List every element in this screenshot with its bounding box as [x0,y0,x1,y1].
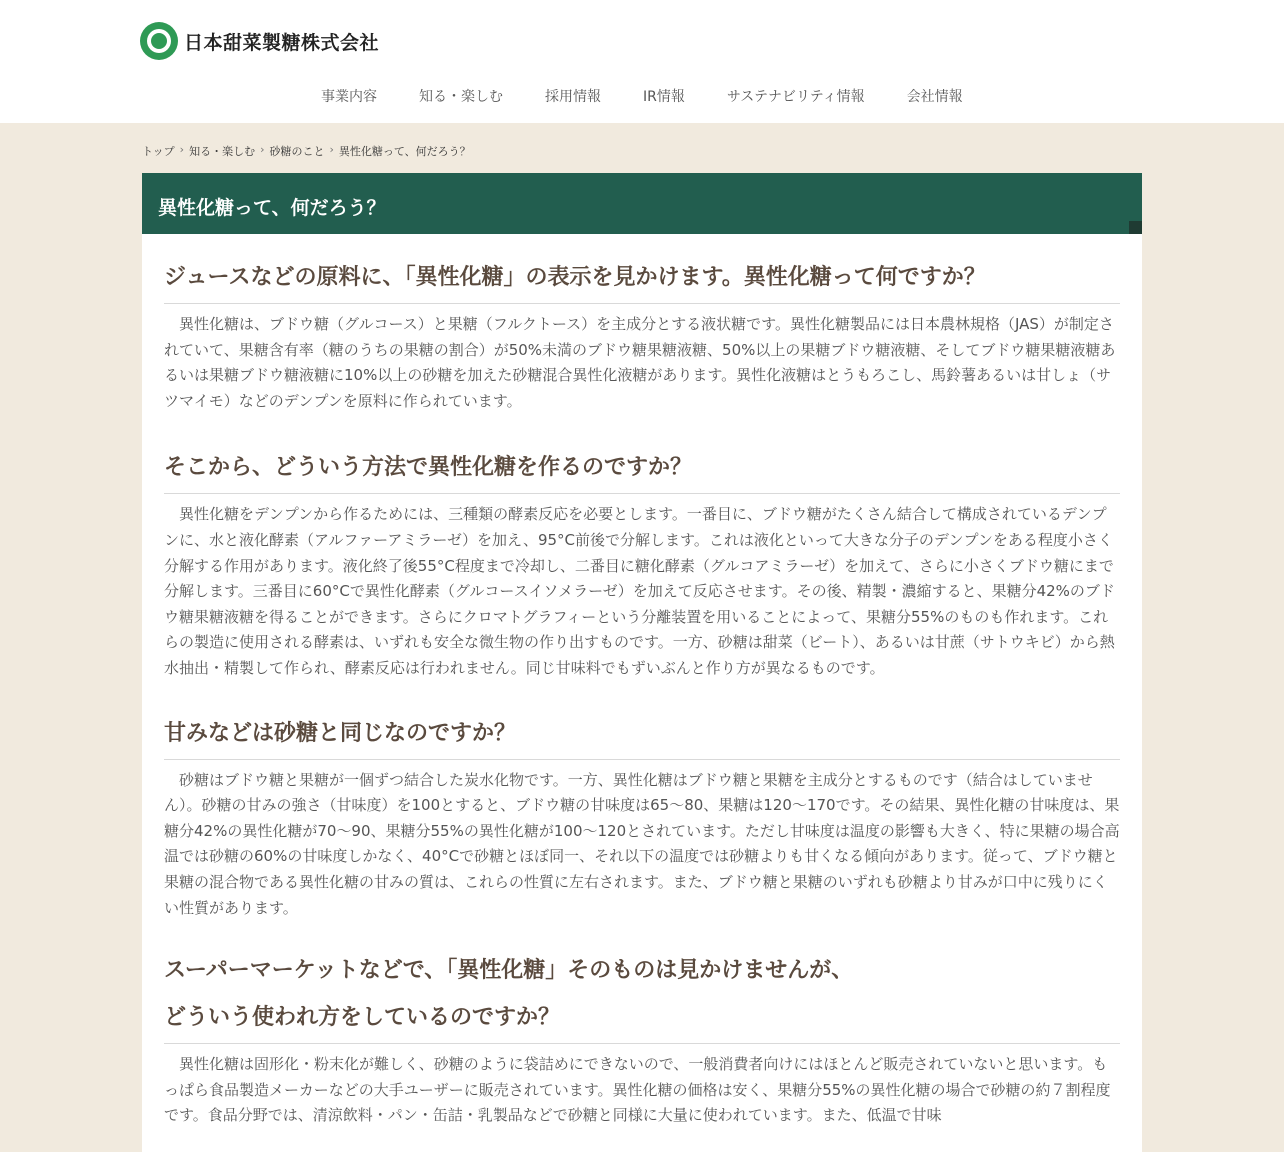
section-heading [164,947,1120,1044]
breadcrumb-separator: › [260,143,265,156]
site-header [0,0,1284,123]
section-heading: 甘みなどは砂糖と同じなのですか？ [164,710,1120,760]
article-content [142,234,1142,1152]
title-corner-decoration [1129,221,1142,234]
main-nav [300,86,984,106]
faq-section [142,414,1142,681]
faq-section [142,682,1142,922]
nav-item-learn-enjoy[interactable]: 知る・楽しむ [419,89,503,105]
breadcrumb-item-sugar[interactable]: 砂糖のこと [269,145,325,158]
nav-item-business[interactable]: 事業内容 [321,89,377,105]
logo[interactable] [142,24,379,58]
page-title: 異性化糖って、何だろう？ [158,197,386,219]
breadcrumb-item-learn[interactable]: 知る・楽しむ [189,145,256,158]
section-body: 異性化糖は固形化・粉末化が難しく、砂糖のように袋詰めにできないので、一般消費者向けにはほとんど販売されていないと思います。もっぱら食品製造メーカーなどの大手ユーザーに販売されています。異性化糖の価格は安く、果糖分55%の異性化糖の場合で砂糖の約７割程度です。食品分野では、清涼飲料・パン・缶詰・乳製品などで砂糖と同様に大量に使われています。また、低温で甘味 [164,1055,1111,1125]
section-body: 異性化糖をデンプンから作るためには、三種類の酵素反応を必要とします。一番目に、ブドウ糖がたくさん結合して構成されているデンプンに、水と液化酵素（アルファーアミラーゼ）を加え、95°C前後で分解します。これは液化といって大きな分子のデンプンをある程度小さく分解する作用があります。液化終了後55°C程度まで冷却し、二番目に糖化酵素（グルコアミラーゼ）を加えて、さらに小さくブドウ糖にまで分解します。三番目に60°Cで異性化酵素（グルコースイソメラーゼ）を加えて反応させます。その後、精製・濃縮すると、果糖分42%のブドウ糖果糖液糖を得ることができます。さらにクロマトグラフィーという分離装置を用いることによって、果糖分55%のものも作れます。これらの製造に使用される酵素は、いずれも安全な微生物の作り出すものです。一方、砂糖は甜菜（ビート）、あるいは甘蔗（サトウキビ）から熱水抽出・精製して作られ、酵素反応は行われません。同じ甘味料でもずいぶんと作り方が異なるものです。 [164,505,1115,677]
nav-item-sustainability[interactable]: サステナビリティ情報 [726,89,865,105]
logo-emblem-icon [142,24,176,58]
logo-text: 日本甜菜製糖株式会社 [184,31,380,54]
section-heading: ジュースなどの原料に、「異性化糖」の表示を見かけます。異性化糖って何ですか？ [164,254,1120,304]
section-heading-line2: どういう使われ方をしているのですか？ [164,1005,561,1031]
section-heading: そこから、どういう方法で異性化糖を作るのですか？ [164,444,1120,494]
breadcrumb-item-current: 異性化糖って、何だろう？ [338,145,471,158]
breadcrumb-item-top[interactable]: トップ [142,145,175,158]
section-heading-line1: スーパーマーケットなどで、「異性化糖」そのものは見かけませんが、 [164,958,854,984]
section-body: 異性化糖は、ブドウ糖（グルコース）と果糖（フルクトース）を主成分とする液状糖です。異性化糖製品には日本農林規格（JAS）が制定されていて、果糖含有率（糖のうちの果糖の割合）が50%未満のブドウ糖果糖液糖、50%以上の果糖ブドウ糖液糖、そしてブドウ糖果糖液糖あるいは果糖ブドウ糖液糖に10%以上の砂糖を加えた砂糖混合異性化液糖があります。異性化液糖はとうもろこし、馬鈴薯あるいは甘しょ（サツマイモ）などのデンプンを原料に作られています。 [164,315,1116,410]
faq-section [142,234,1142,414]
breadcrumb-separator: › [179,143,185,156]
breadcrumb-separator: › [329,143,334,156]
faq-section [142,921,1142,1129]
nav-item-recruit[interactable]: 採用情報 [545,89,601,105]
section-body: 砂糖はブドウ糖と果糖が一個ずつ結合した炭水化物です。一方、異性化糖はブドウ糖と果糖を主成分とするものです（結合はしていません）。砂糖の甘みの強さ（甘味度）を100とすると、ブドウ糖の甘味度は65〜80、果糖は120〜170です。その結果、異性化糖の甘味度は、果糖分42%の異性化糖が70〜90、果糖分55%の異性化糖が100〜120とされています。ただし甘味度は温度の影響も大きく、特に果糖の場合高温では砂糖の60%の甘味度しかなく、40°Cで砂糖とほぼ同一、それ以下の温度では砂糖よりも甘くなる傾向があります。従って、ブドウ糖と果糖の混合物である異性化糖の甘みの質は、これらの性質に左右されます。また、ブドウ糖と果糖のいずれも砂糖より甘みが口中に残りにくい性質があります。 [164,770,1120,917]
nav-item-ir[interactable]: IR情報 [643,89,685,105]
page-title-bar [142,173,1142,234]
nav-item-company[interactable]: 会社情報 [906,89,963,105]
breadcrumb [142,143,471,159]
